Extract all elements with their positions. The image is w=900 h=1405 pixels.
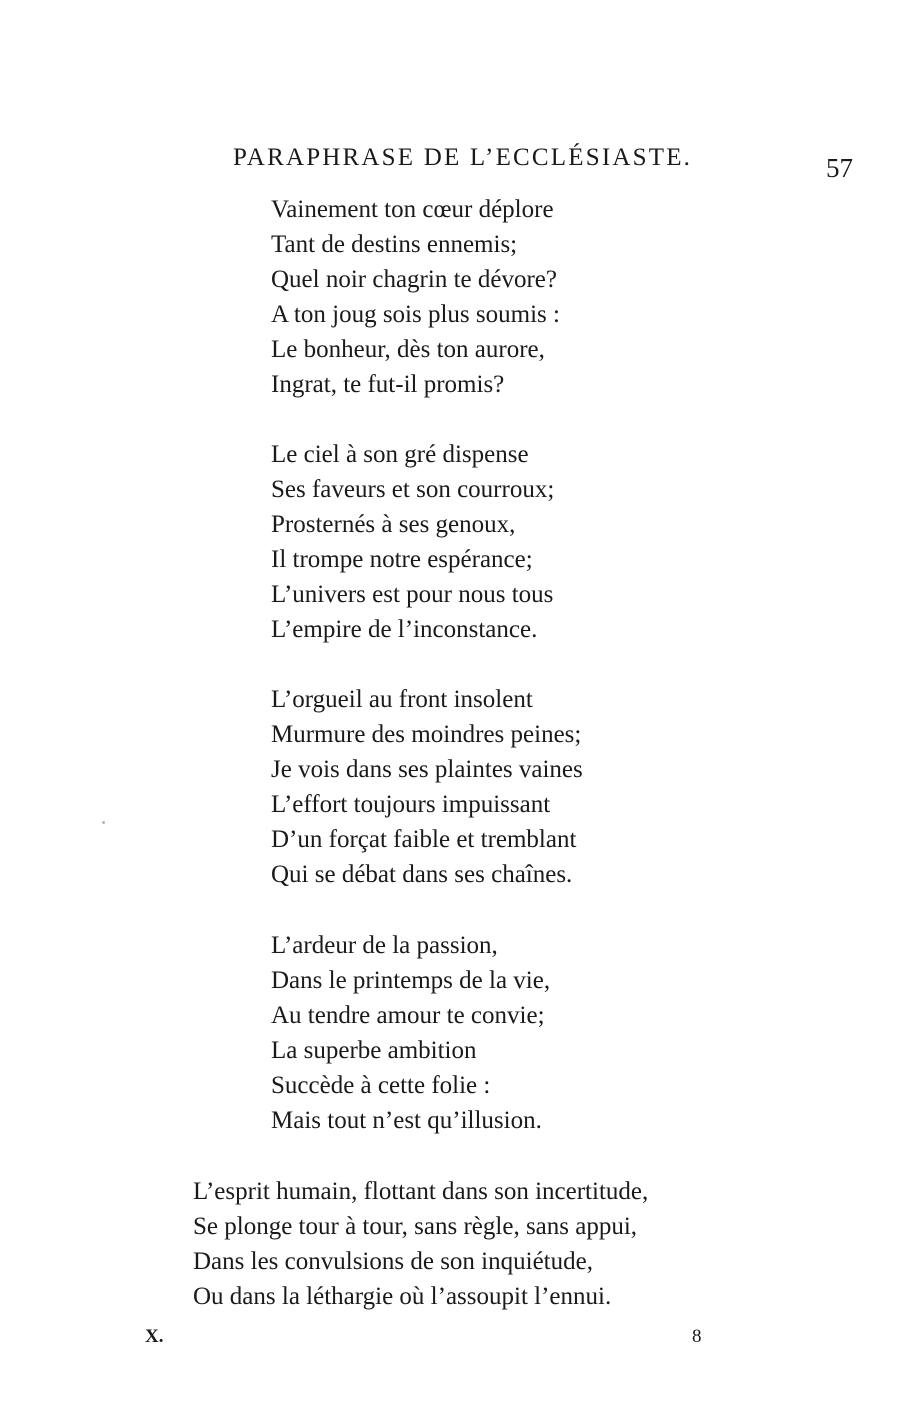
alexandrine-quatrain xyxy=(193,1174,648,1314)
verse-line: Ou dans la léthargie où l’assoupit l’ennui. xyxy=(193,1283,612,1310)
verse-line: Ses faveurs et son courroux; xyxy=(271,476,555,503)
verse-line: Prosternés à ses genoux, xyxy=(271,511,516,538)
verse-line: Dans le printemps de la vie, xyxy=(271,967,551,994)
verse-line: A ton joug sois plus soumis : xyxy=(271,301,560,328)
verse-line: La superbe ambition xyxy=(271,1037,477,1064)
verse-line: Murmure des moindres peines; xyxy=(271,721,582,748)
verse-line: L’empire de l’inconstance. xyxy=(271,616,538,643)
verse-line: Tant de destins ennemis; xyxy=(271,231,518,258)
verse-line: L’univers est pour nous tous xyxy=(271,581,554,608)
verse-line: Mais tout n’est qu’illusion. xyxy=(271,1107,542,1134)
verse-line: L’ardeur de la passion, xyxy=(271,932,498,959)
verse-line: Vainement ton cœur déplore xyxy=(271,196,554,223)
signature-mark: X. xyxy=(145,1326,164,1347)
verse-line: Dans les convulsions de son inquiétude, xyxy=(193,1248,593,1275)
verse-line: L’esprit humain, flottant dans son incertitude, xyxy=(193,1178,649,1205)
signature-number: 8 xyxy=(692,1326,702,1347)
verse-line: Au tendre amour te convie; xyxy=(271,1002,545,1029)
verse-line: L’effort toujours impuissant xyxy=(271,791,551,818)
verse-line: Quel noir chagrin te dévore? xyxy=(271,266,557,293)
verse-line: Il trompe notre espérance; xyxy=(271,546,533,573)
verse-line: Se plonge tour à tour, sans règle, sans appui, xyxy=(193,1213,638,1240)
stanza-3 xyxy=(271,682,583,892)
stanza-2 xyxy=(271,437,554,647)
verse-line: Succède à cette folie : xyxy=(271,1072,491,1099)
verse-line: L’orgueil au front insolent xyxy=(271,686,533,713)
verse-line: Le bonheur, dès ton aurore, xyxy=(271,336,545,363)
verse-line: D’un forçat faible et tremblant xyxy=(271,826,577,853)
stanza-1 xyxy=(271,192,560,402)
verse-line: Qui se débat dans ses chaînes. xyxy=(271,861,573,888)
verse-line: Je vois dans ses plaintes vaines xyxy=(271,756,583,783)
page-number: 57 xyxy=(826,153,853,183)
stanza-4 xyxy=(271,928,550,1138)
verse-line: Ingrat, te fut-il promis? xyxy=(271,371,505,398)
verse-line: Le ciel à son gré dispense xyxy=(271,441,529,468)
running-title: PARAPHRASE DE L’ECCLÉSIASTE. xyxy=(233,144,693,171)
paper-speck xyxy=(102,821,105,824)
